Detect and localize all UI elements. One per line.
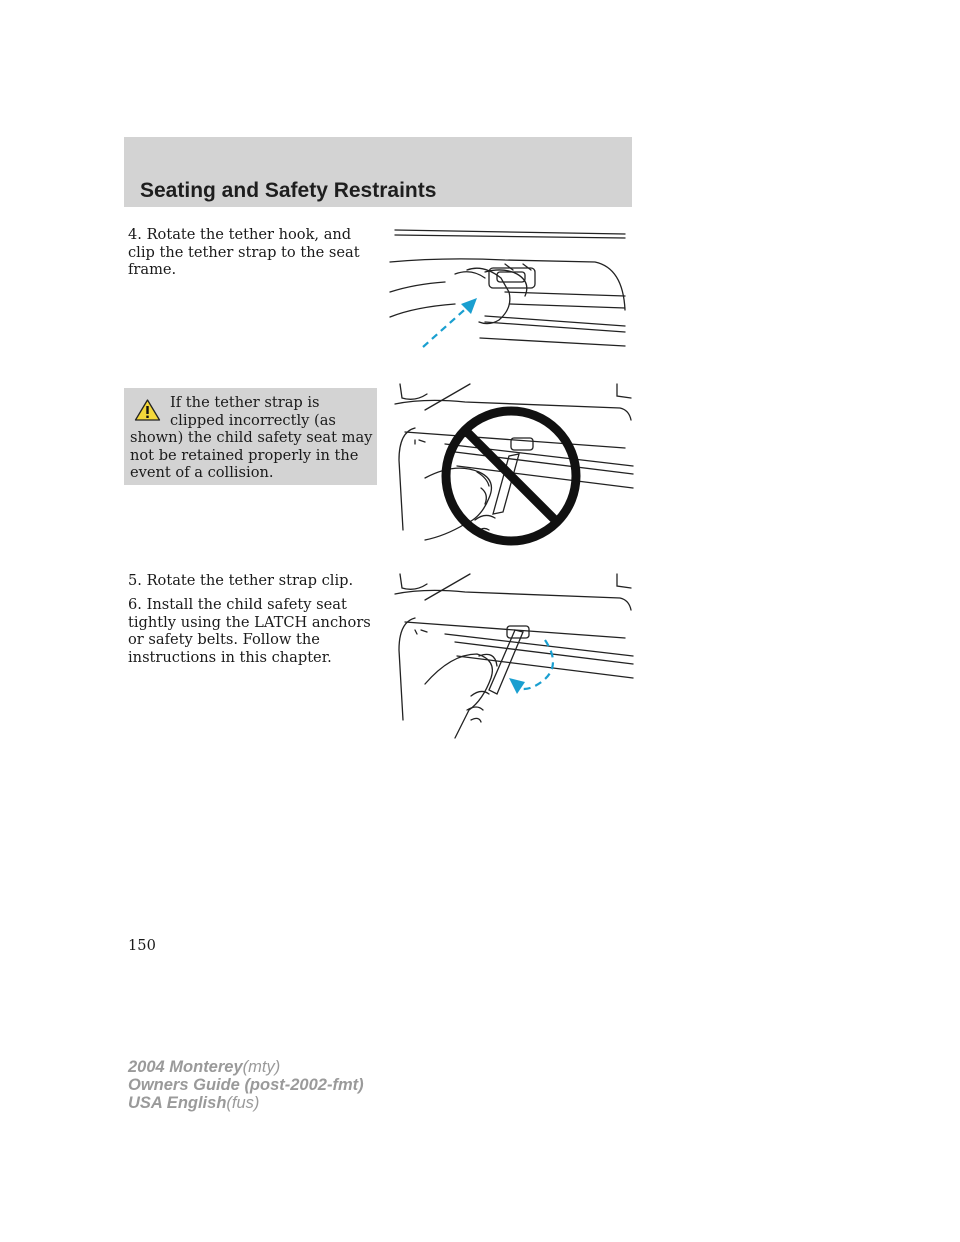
insert-arrow-icon <box>423 298 477 347</box>
figure-clip-tether-hook <box>385 222 635 372</box>
footer-language-code: (fus) <box>226 1094 260 1112</box>
footer-model: 2004 Monterey <box>128 1058 243 1076</box>
prohibited-icon <box>446 411 576 541</box>
document-footer <box>128 1058 364 1112</box>
figure-incorrect-clip <box>385 380 635 550</box>
step-4-text: 4. Rotate the tether hook, and clip the tether strap to the seat frame. <box>128 226 360 278</box>
footer-language: USA English <box>128 1094 227 1112</box>
step-5-text: 5. Rotate the tether strap clip. <box>128 572 354 589</box>
page-number: 150 <box>128 937 156 954</box>
section-title: Seating and Safety Restraints <box>140 179 437 202</box>
footer-model-code: (mty) <box>242 1058 281 1076</box>
figure-rotate-clip <box>385 570 635 740</box>
warning-text: If the tether strap is clipped incorrectly (as shown) the child safety seat may not be retained properly in the event of a collision. <box>130 394 373 481</box>
footer-line-3 <box>128 1094 364 1112</box>
footer-line-1 <box>128 1058 364 1076</box>
step-6-text: 6. Install the child safety seat tightly using the LATCH anchors or safety belts. Follow the instructions in this chapter. <box>128 596 371 666</box>
footer-line-2: Owners Guide (post-2002-fmt) <box>128 1076 364 1094</box>
warning-box <box>124 388 377 485</box>
